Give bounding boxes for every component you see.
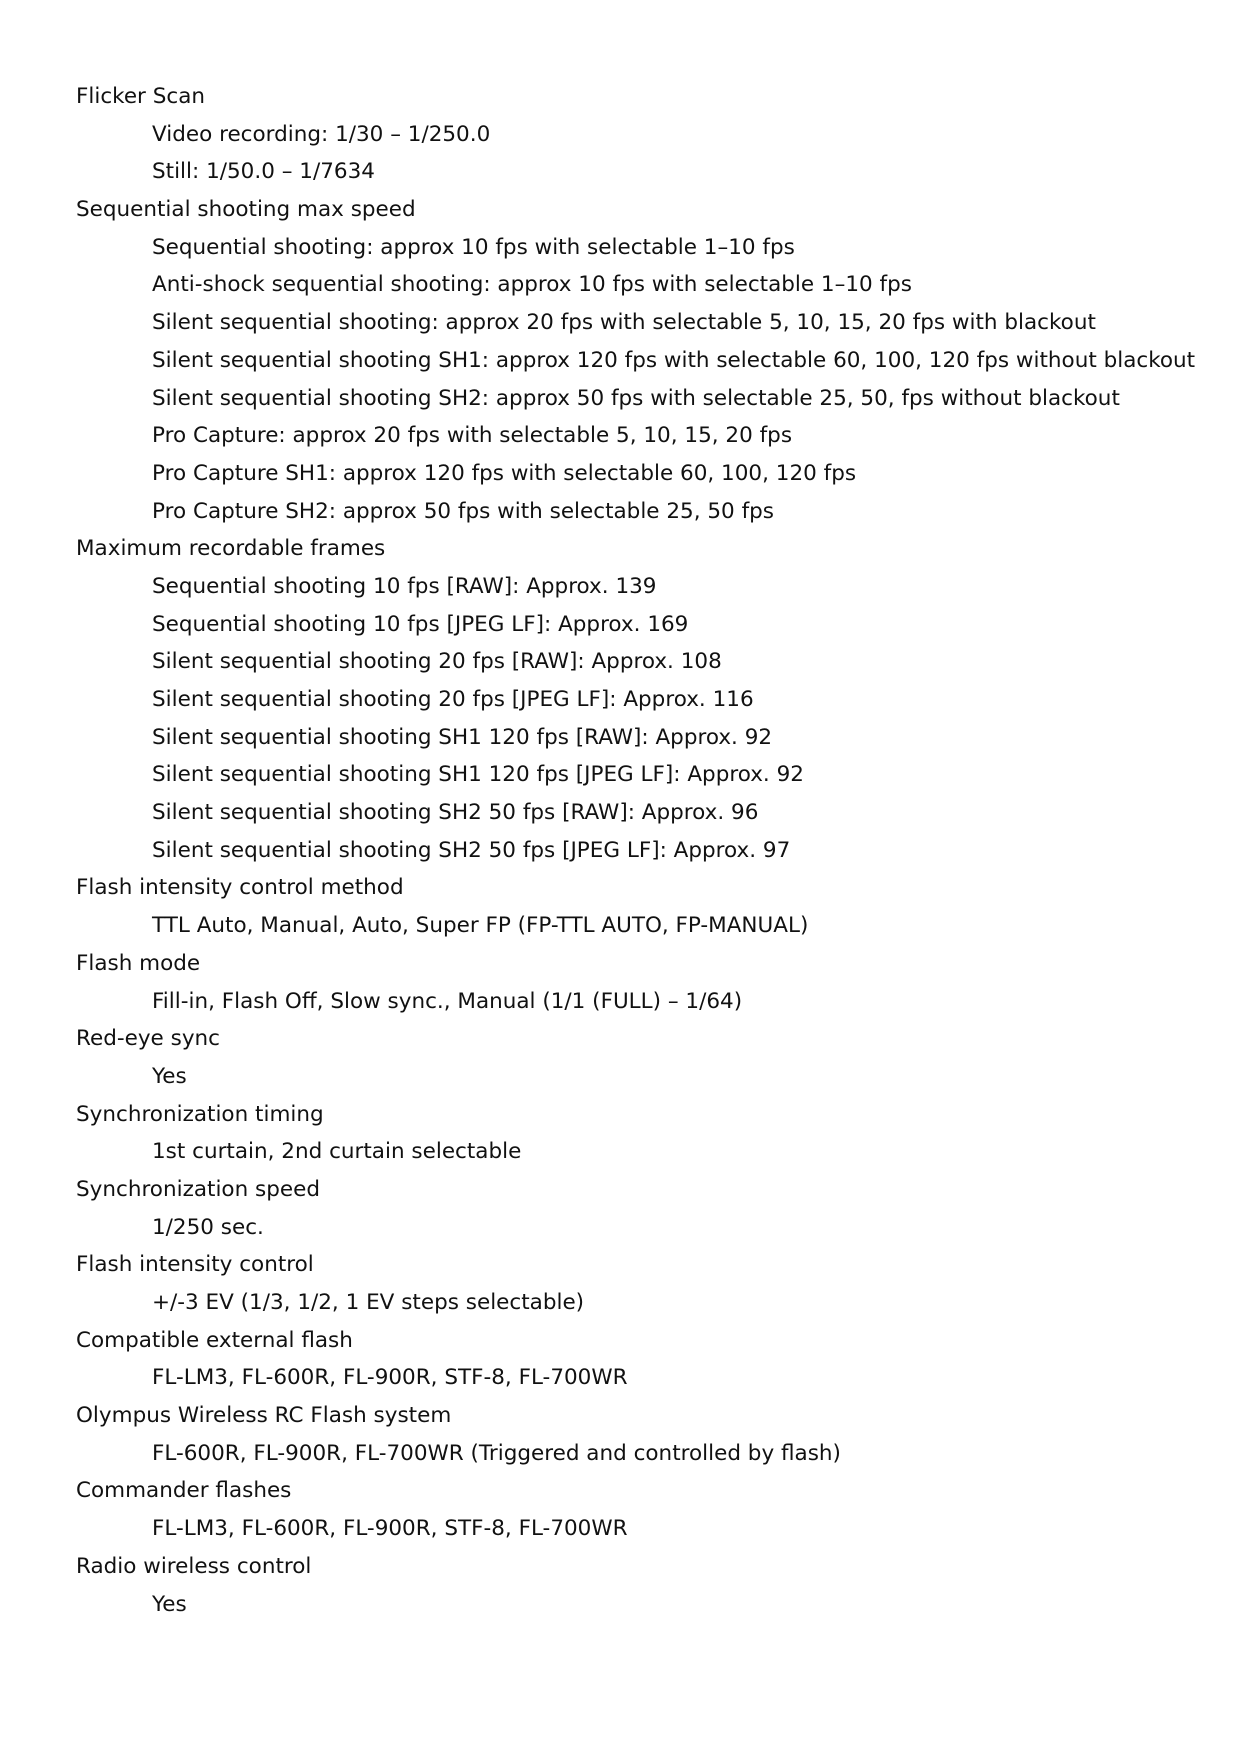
spec-value: FL-600R, FL-900R, FL-700WR (Triggered and controlled by flash) [152, 1440, 841, 1466]
spec-value: Video recording: 1/30 – 1/250.0 [152, 121, 491, 147]
spec-heading: Radio wireless control [76, 1553, 312, 1579]
spec-value: TTL Auto, Manual, Auto, Super FP (FP-TTL AUTO, FP-MANUAL) [152, 913, 809, 939]
spec-heading: Red-eye sync [76, 1026, 220, 1052]
spec-heading: Sequential shooting max speed [76, 197, 416, 223]
spec-value: FL-LM3, FL-600R, FL-900R, STF-8, FL-700WR [152, 1516, 628, 1542]
spec-value: Fill-in, Flash Off, Slow sync., Manual (1/1 (FULL) – 1/64) [152, 988, 743, 1014]
spec-heading: Flicker Scan [76, 84, 205, 109]
spec-heading: Compatible external flash [76, 1327, 353, 1353]
spec-value: Silent sequential shooting 20 fps [RAW]: Approx. 108 [152, 649, 722, 675]
spec-value: Yes [152, 1591, 187, 1617]
spec-value: 1st curtain, 2nd curtain selectable [152, 1139, 522, 1165]
spec-heading: Maximum recordable frames [76, 536, 386, 562]
spec-heading: Flash intensity control [76, 1252, 314, 1278]
spec-heading: Flash mode [76, 950, 201, 976]
spec-value: Silent sequential shooting SH2 50 fps [RAW]: Approx. 96 [152, 800, 759, 826]
spec-list [76, 78, 1206, 1623]
spec-heading: Synchronization speed [76, 1176, 320, 1202]
spec-heading: Olympus Wireless RC Flash system [76, 1403, 452, 1429]
spec-value: 1/250 sec. [152, 1214, 264, 1240]
spec-value: Pro Capture: approx 20 fps with selectable 5, 10, 15, 20 fps [152, 423, 793, 449]
spec-value: Silent sequential shooting: approx 20 fps with selectable 5, 10, 15, 20 fps with blackout [152, 310, 1096, 336]
spec-value: Still: 1/50.0 – 1/7634 [152, 159, 375, 185]
spec-value: Sequential shooting 10 fps [RAW]: Approx. 139 [152, 573, 657, 599]
spec-value: +/-3 EV (1/3, 1/2, 1 EV steps selectable) [152, 1290, 585, 1315]
spec-value: Silent sequential shooting SH1 120 fps [RAW]: Approx. 92 [152, 724, 773, 750]
spec-heading: Synchronization timing [76, 1101, 324, 1127]
spec-value: Sequential shooting 10 fps [JPEG LF]: Approx. 169 [152, 611, 689, 637]
spec-value: Sequential shooting: approx 10 fps with selectable 1–10 fps [152, 234, 795, 260]
spec-value: Silent sequential shooting SH1: approx 120 fps with selectable 60, 100, 120 fps without blackout [152, 347, 1196, 373]
spec-value: Silent sequential shooting SH2: approx 50 fps with selectable 25, 50, fps without blackout [152, 385, 1120, 411]
spec-value: Pro Capture SH2: approx 50 fps with selectable 25, 50 fps [152, 498, 774, 524]
spec-value: Silent sequential shooting SH1 120 fps [JPEG LF]: Approx. 92 [152, 762, 804, 788]
spec-value: FL-LM3, FL-600R, FL-900R, STF-8, FL-700WR [152, 1365, 628, 1391]
spec-value: Silent sequential shooting SH2 50 fps [JPEG LF]: Approx. 97 [152, 837, 791, 863]
spec-value: Silent sequential shooting 20 fps [JPEG LF]: Approx. 116 [152, 687, 754, 712]
spec-heading: Flash intensity control method [76, 875, 404, 901]
spec-value: Anti-shock sequential shooting: approx 10 fps with selectable 1–10 fps [152, 272, 912, 298]
spec-heading: Commander flashes [76, 1478, 292, 1504]
spec-value: Pro Capture SH1: approx 120 fps with selectable 60, 100, 120 fps [152, 460, 857, 486]
spec-value: Yes [152, 1063, 187, 1089]
